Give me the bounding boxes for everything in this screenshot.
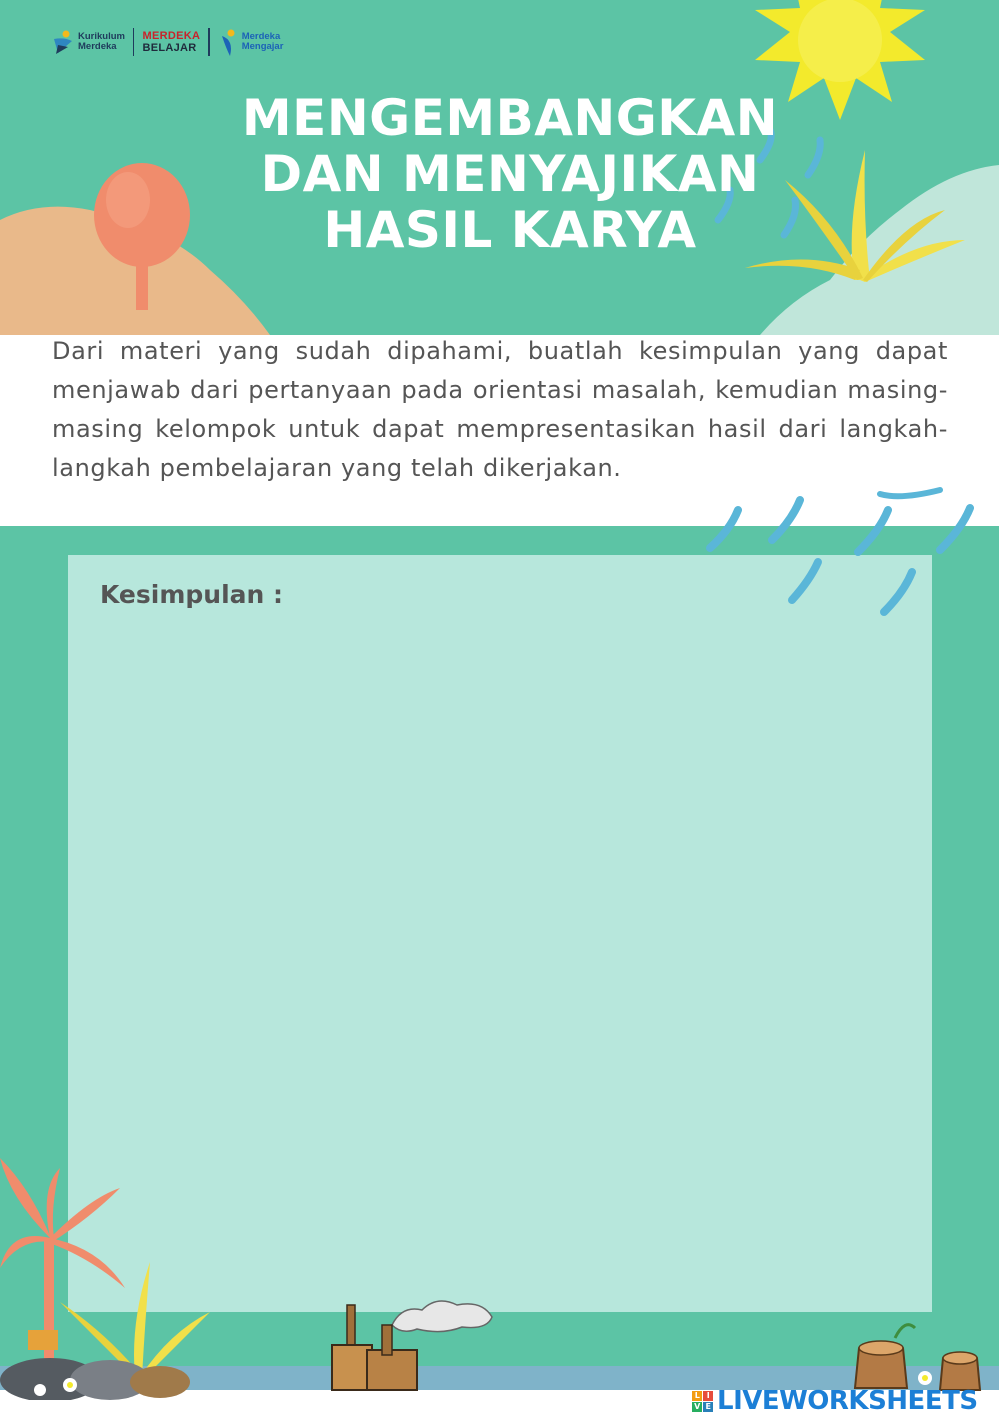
factory-icon (322, 1295, 502, 1395)
logo-divider (208, 28, 210, 56)
merdeka-mengajar-logo (218, 28, 284, 56)
mengajar-line2: Mengajar (241, 41, 284, 52)
mengajar-line1: Merdeka (241, 31, 281, 42)
badge-letter: L (692, 1391, 702, 1401)
kurikulum-merdeka-logo (52, 29, 125, 55)
merdeka-belajar-line2: BELAJAR (142, 42, 197, 54)
trash-pile-decoration (0, 1310, 200, 1400)
kurikulum-icon (52, 29, 74, 55)
header-banner (0, 0, 999, 335)
title-line3: HASIL KARYA (323, 201, 697, 259)
merdeka-belajar-line1: MERDEKA (142, 30, 201, 42)
logo-bar (52, 28, 283, 56)
conclusion-answer-field[interactable] (100, 625, 904, 1289)
page-title (200, 90, 820, 258)
badge-letter: I (703, 1391, 713, 1401)
panel-label: Kesimpulan : (100, 580, 284, 609)
watermark-text: LIVEWORKSHEETS (717, 1386, 978, 1416)
logo-divider (133, 28, 135, 56)
badge-letter: E (703, 1402, 713, 1412)
title-line2: DAN MENYAJIKAN (260, 145, 760, 203)
mengajar-icon (218, 28, 238, 56)
tree-icon (88, 155, 198, 315)
merdeka-belajar-logo (142, 30, 200, 54)
badge-letter: V (692, 1402, 702, 1412)
liveworksheets-watermark (692, 1386, 978, 1416)
intro-paragraph: Dari materi yang sudah dipahami, buatlah kesimpulan yang dapat menjawab dari pertanyaan pada orientasi masalah, kemudian masing-masing kelompok untuk dapat mempresentasikan hasil dari langkah-langkah pembelajaran yang telah dikerjakan. (52, 337, 948, 482)
rain-drop-icon (700, 480, 990, 620)
kurikulum-line2: Merdeka (78, 41, 117, 52)
kurikulum-line1: Kurikulum (78, 31, 125, 42)
liveworksheets-badge (692, 1391, 713, 1412)
title-line1: MENGEMBANGKAN (241, 89, 779, 147)
